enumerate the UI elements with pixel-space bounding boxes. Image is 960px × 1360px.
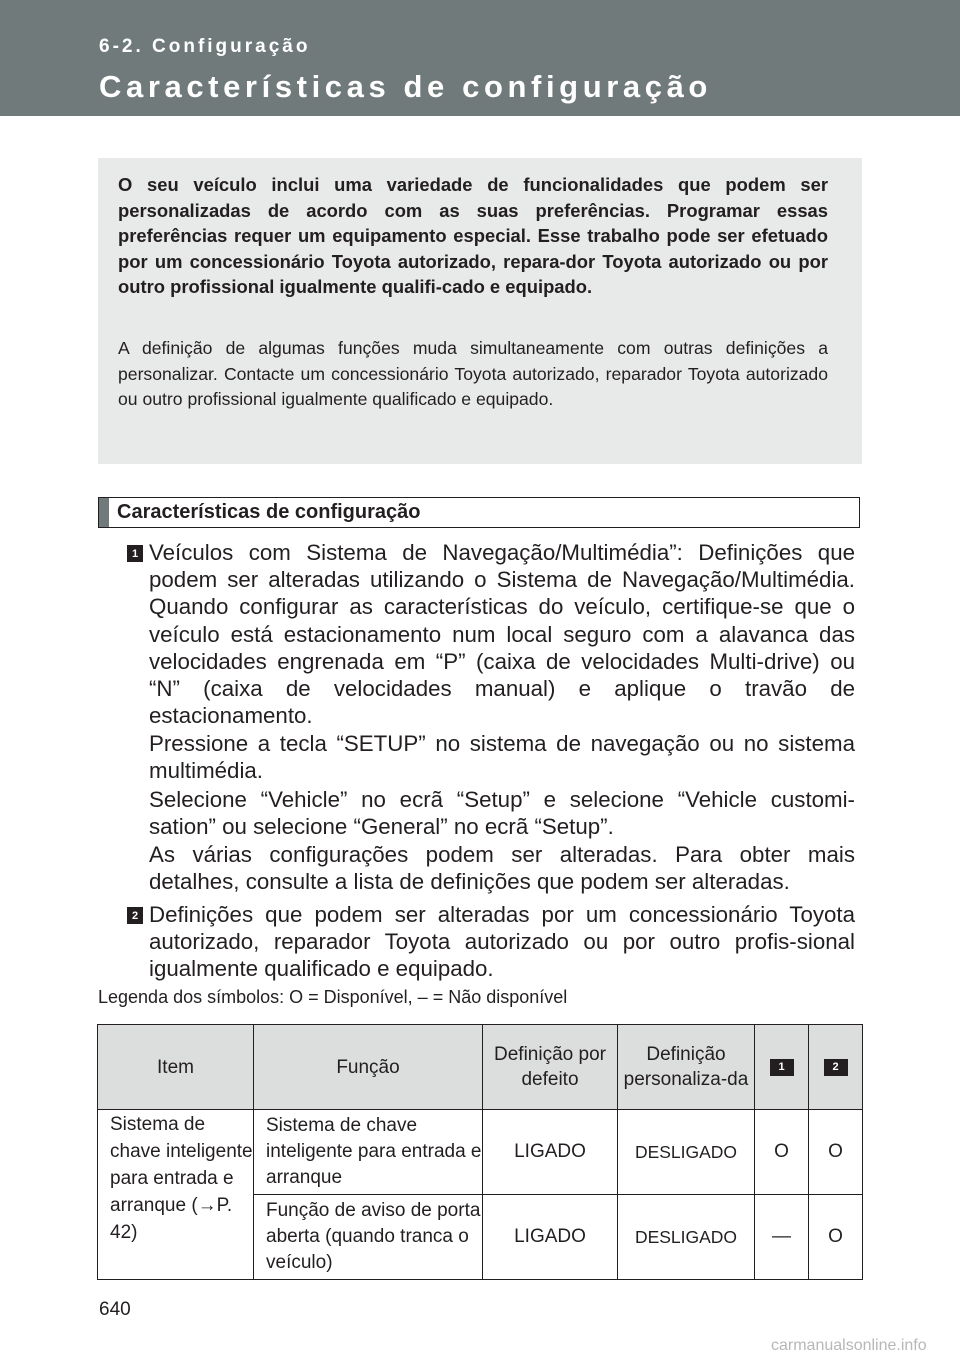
item1-paragraph-3: Selecione “Vehicle” no ecrã “Setup” e selecione “Vehicle customi-sation” ou selecione “General” no ecrã “Setup”. xyxy=(149,787,855,840)
settings-table xyxy=(97,1024,863,1280)
col2-cell: O xyxy=(809,1195,863,1280)
col2-cell: O xyxy=(809,1110,863,1195)
custom-cell: DESLIGADO xyxy=(618,1110,755,1195)
header-default: Definição por defeito xyxy=(483,1025,618,1110)
item-label: Sistema de chave inteligente para entrada e arranque (→P. 42) xyxy=(110,1114,253,1243)
function-cell: Função de aviso de porta aberta (quando tranca o veículo) xyxy=(254,1195,483,1280)
col1-cell: — xyxy=(755,1195,809,1280)
page-number: 640 xyxy=(99,1299,131,1320)
page-header xyxy=(0,0,960,116)
col1-cell: O xyxy=(755,1110,809,1195)
number-2-icon: 2 xyxy=(127,907,143,924)
intro-bold-text: O seu veículo inclui uma variedade de funcionalidades que podem ser personalizadas de acordo com as suas preferências. Programar essas preferências requer um equipamento especial. Esse trabalho pode ser efetuado por um concessionário Toyota autorizado, repara-dor Toyota autorizado ou por outro profissional igualmente qualifi-cado e equipado. xyxy=(118,174,828,297)
watermark: carmanualsonline.info xyxy=(771,1337,927,1354)
item1-paragraph-2: Pressione a tecla “SETUP” no sistema de navegação ou no sistema multimédia. xyxy=(149,731,855,784)
table-header-row xyxy=(98,1025,863,1110)
intro-box xyxy=(98,158,862,464)
header-function: Função xyxy=(254,1025,483,1110)
header-item: Item xyxy=(98,1025,254,1110)
number-1-icon: 1 xyxy=(127,545,143,562)
section-heading-bar xyxy=(99,498,109,527)
header-custom: Definição personaliza-da xyxy=(618,1025,755,1110)
page-title: Características de configuração xyxy=(99,69,712,104)
section-heading: Características de configuração xyxy=(117,501,421,523)
number-1-icon: 1 xyxy=(770,1059,794,1076)
table-row xyxy=(98,1110,863,1195)
function-cell: Sistema de chave inteligente para entrada e arranque xyxy=(254,1110,483,1195)
item1-paragraph-4: As várias configurações podem ser alteradas. Para obter mais detalhes, consulte a lista de definições que podem ser alteradas. xyxy=(149,842,855,895)
section-label: 6-2. Configuração xyxy=(99,36,311,57)
item-cell xyxy=(98,1110,254,1280)
header-col1 xyxy=(755,1025,809,1110)
intro-normal-text: A definição de algumas funções muda simultaneamente com outras definições a personalizar. Contacte um concessionário Toyota autorizado, reparador Toyota autorizado ou outro profissional igualmente qualificado e equipado. xyxy=(118,338,828,409)
default-cell: LIGADO xyxy=(483,1110,618,1195)
item2-paragraph: Definições que podem ser alteradas por um concessionário Toyota autorizado, reparador Toyota autorizado ou por outro profis-sional igualmente qualificado e equipado. xyxy=(149,902,855,982)
default-cell: LIGADO xyxy=(483,1195,618,1280)
header-col2 xyxy=(809,1025,863,1110)
symbol-legend: Legenda dos símbolos: O = Disponível, – = Não disponível xyxy=(98,987,568,1007)
number-2-icon: 2 xyxy=(824,1059,848,1076)
custom-cell: DESLIGADO xyxy=(618,1195,755,1280)
section-heading-box xyxy=(98,497,860,528)
item1-paragraph-1: Veículos com Sistema de Navegação/Multimédia”: Definições que podem ser alteradas utilizando o Sistema de Navegação/Multimédia. Quando configurar as características do veículo, certifique-se que o veículo está estacionamento num local seguro com a alavanca das velocidades engrenada em “P” (caixa de velocidades Multi-drive) ou “N” (caixa de velocidades manual) e aplique o travão de estacionamento. xyxy=(149,540,855,729)
